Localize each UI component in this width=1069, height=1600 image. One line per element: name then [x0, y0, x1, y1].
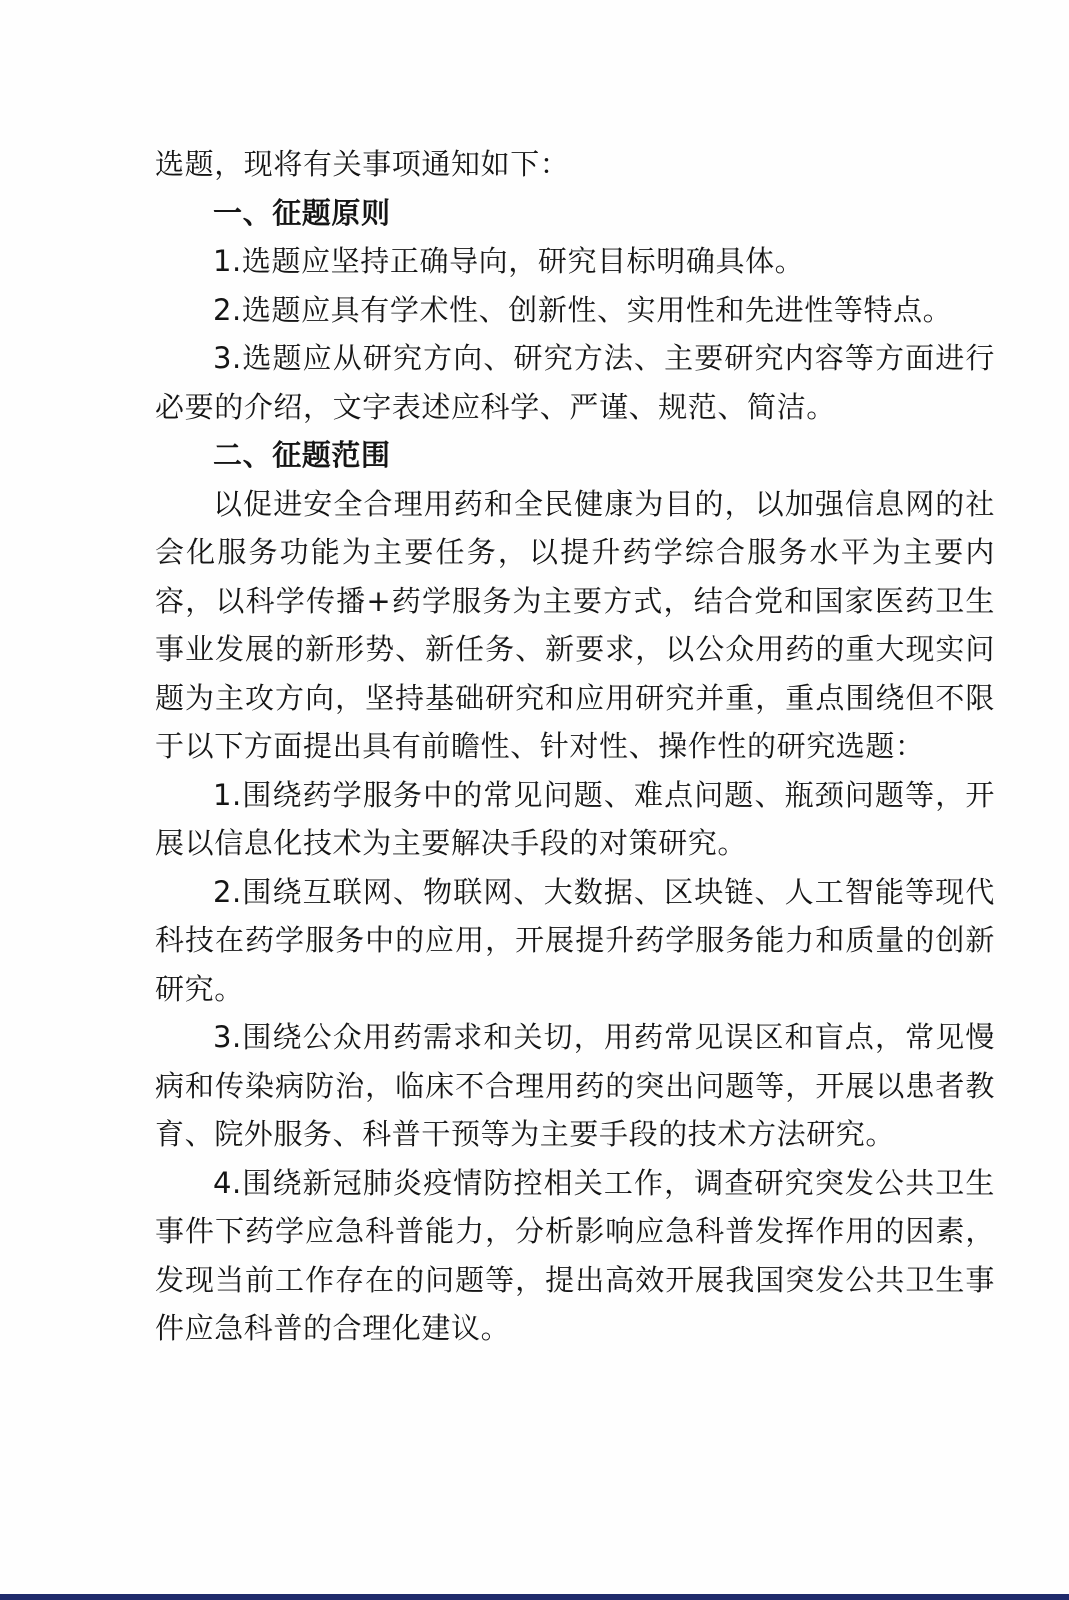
scope-item: 1.围绕药学服务中的常见问题、难点问题、瓶颈问题等，开展以信息化技术为主要解决手段的对策研究。: [155, 777, 995, 860]
intro-paragraph: 选题，现将有关事项通知如下：: [155, 147, 570, 181]
section-heading-scope: 二、征题范围: [213, 438, 391, 472]
scope-item: 2.围绕互联网、物联网、大数据、区块链、人工智能等现代科技在药学服务中的应用，开展提升药学服务能力和质量的创新研究。: [155, 874, 995, 1006]
principle-item: 1.选题应坚持正确导向，研究目标明确具体。: [213, 244, 805, 278]
section-heading-principles: 一、征题原则: [213, 195, 391, 230]
scope-item: 4.围绕新冠肺炎疫情防控相关工作，调查研究突发公共卫生事件下药学应急科普能力，分析影响应急科普发挥作用的因素，发现当前工作存在的问题等，提出高效开展我国突发公共卫生事件应急科普的合理化建议。: [155, 1165, 995, 1345]
document-body: [155, 140, 995, 1353]
principle-item: 2.选题应具有学术性、创新性、实用性和先进性等特点。: [213, 292, 953, 327]
scan-bottom-edge: [0, 1594, 1069, 1600]
scope-intro-paragraph: 以促进安全合理用药和全民健康为目的，以加强信息网的社会化服务功能为主要任务，以提升药学综合服务水平为主要内容，以科学传播+药学服务为主要方式，结合党和国家医药卫生事业发展的新形势、新任务、新要求，以公众用药的重大现实问题为主攻方向，坚持基础研究和应用研究并重，重点围绕但不限于以下方面提出具有前瞻性、针对性、操作性的研究选题：: [155, 486, 995, 763]
principle-item: 3.选题应从研究方向、研究方法、主要研究内容等方面进行必要的介绍，文字表述应科学、严谨、规范、简洁。: [155, 341, 995, 424]
scope-item: 3.围绕公众用药需求和关切，用药常见误区和盲点，常见慢病和传染病防治，临床不合理用药的突出问题等，开展以患者教育、院外服务、科普干预等为主要手段的技术方法研究。: [155, 1020, 995, 1151]
